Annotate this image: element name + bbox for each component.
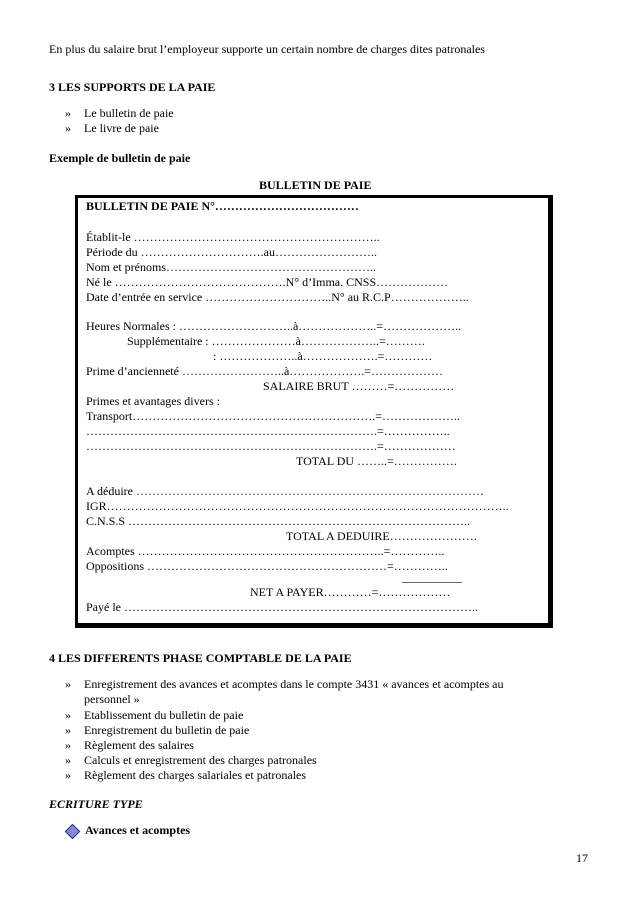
slip-line-paye-le: Payé le …………………………………………………………………………….. (86, 600, 478, 614)
list-item-text: Etablissement du bulletin de paie (84, 708, 244, 722)
slip-line-net-a-payer: NET A PAYER…………=……………… (250, 585, 451, 599)
diamond-bullet-icon (65, 824, 81, 840)
list-item-continuation: personnel » (84, 692, 140, 706)
ecriture-type-heading: ECRITURE TYPE (49, 797, 143, 811)
slip-line-primes-avantages: Primes et avantages divers : (86, 394, 220, 408)
payslip-form (75, 195, 553, 628)
slip-rule-net: __________ (402, 570, 462, 584)
slip-line-transport: Transport…………………………………………………….=……………….. (86, 409, 460, 423)
list-item-text: Enregistrement du bulletin de paie (84, 723, 250, 737)
slip-line-heures-extra: : ………………..à……………….=………… (213, 349, 433, 363)
bullet-marker: » (65, 723, 71, 737)
slip-line-heures-normales: Heures Normales : ………………………..à………………..=……………….. (86, 319, 462, 333)
example-heading: Exemple de bulletin de paie (49, 151, 191, 165)
slip-line-oppositions: Oppositions ……………………………………………………=………….. (86, 559, 448, 573)
bullet-marker: » (65, 677, 71, 691)
slip-line-cnss: C.N.S.S ………………………………………………………………………….. (86, 514, 471, 528)
bullet-marker: » (65, 768, 71, 782)
slip-caption: BULLETIN DE PAIE (259, 178, 372, 192)
intro-paragraph: En plus du salaire brut l’employeur supporte un certain nombre de charges dites patronales (49, 42, 485, 56)
slip-line-total-a-deduire: TOTAL A DEDUIRE…………………. (286, 529, 477, 543)
slip-line-prime-anciennete: Prime d’ancienneté ……………………..à……………….=……………… (86, 364, 444, 378)
slip-line-periode: Période du ………………………….au…………………….. (86, 245, 377, 259)
slip-line-igr: IGR……………………………………………………………………………………….. (86, 499, 509, 513)
bullet-marker: » (65, 106, 71, 120)
slip-line-blank-1: ……………………………………………………………….=…………….. (86, 424, 450, 438)
bullet-marker: » (65, 708, 71, 722)
bullet-marker: » (65, 121, 71, 135)
list-item-text: Enregistrement des avances et acomptes dans le compte 3431 « avances et acomptes au (84, 677, 504, 691)
slip-line-etablit: Établit-le …………………………………………………….. (86, 230, 380, 244)
slip-line-ne-le: Né le …………………………………….N° d’Imma. CNSS……………… (86, 275, 449, 289)
slip-line-blank-2: ……………………………………………………………….=……………… (86, 439, 456, 453)
avances-acomptes-item: Avances et acomptes (85, 823, 191, 837)
slip-line-total-du: TOTAL DU ……..=……………. (296, 454, 457, 468)
page-number: 17 (576, 851, 588, 865)
list-item-text: Le livre de paie (84, 121, 159, 135)
slip-line-supplementaire: Supplémentaire : …………………à………………..=………. (127, 334, 425, 348)
slip-line-date-entree: Date d’entrée en service …………………………..N° au R.C.P……………….. (86, 290, 469, 304)
list-item-text: Règlement des charges salariales et patronales (84, 768, 307, 782)
section-3-heading: 3 LES SUPPORTS DE LA PAIE (49, 80, 216, 94)
bullet-marker: » (65, 738, 71, 752)
list-item-text: Le bulletin de paie (84, 106, 174, 120)
slip-line-salaire-brut: SALAIRE BRUT ………=…………… (263, 379, 455, 393)
bullet-marker: » (65, 753, 71, 767)
list-item-text: Règlement des salaires (84, 738, 194, 752)
slip-line-nom: Nom et prénoms…………………………………………….. (86, 260, 376, 274)
section-4-heading: 4 LES DIFFERENTS PHASE COMPTABLE DE LA PAIE (49, 651, 352, 665)
slip-line-a-deduire: A déduire …………………………………………………………………………… (86, 484, 484, 498)
slip-number-line: BULLETIN DE PAIE N°……………………………… (86, 199, 359, 213)
list-item-text: Calculs et enregistrement des charges patronales (84, 753, 317, 767)
slip-line-acomptes: Acomptes ……………………………………………………..=………….. (86, 544, 445, 558)
